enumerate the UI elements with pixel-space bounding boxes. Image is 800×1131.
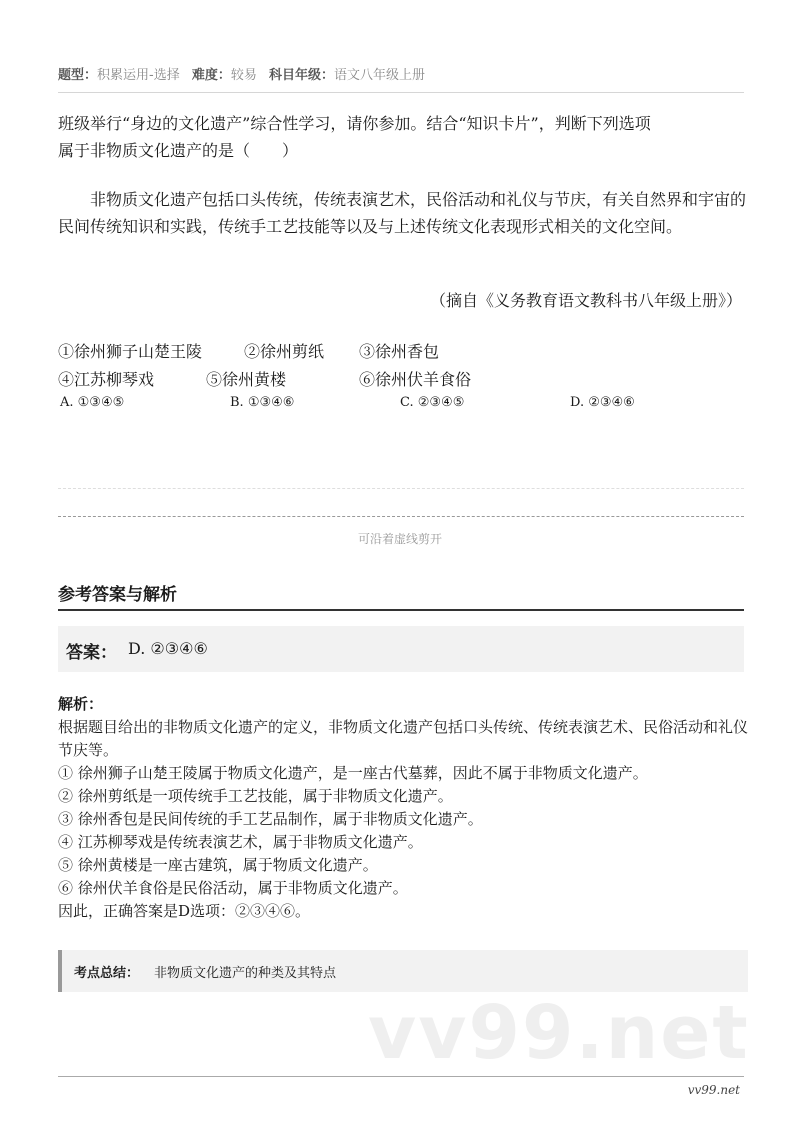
analysis-conclusion: 因此，正确答案是D选项：②③④⑥。 <box>58 902 311 920</box>
subject-value: 语文八年级上册 <box>334 68 426 83</box>
option-c[interactable]: C. ②③④⑤ <box>400 395 465 410</box>
option-a[interactable]: A. ①③④⑤ <box>60 395 125 410</box>
option-b[interactable]: B. ①③④⑥ <box>230 395 295 410</box>
analysis-item: ④ 江苏柳琴戏是传统表演艺术，属于非物质文化遗产。 <box>58 833 423 851</box>
list-item: ②徐州剪纸 <box>244 342 325 361</box>
watermark: vv99.net <box>368 990 750 1076</box>
summary-text: 非物质文化遗产的种类及其特点 <box>154 966 337 981</box>
list-item: ①徐州狮子山楚王陵 <box>58 342 203 361</box>
answer-label: 答案： <box>66 643 117 663</box>
footer-divider <box>58 1076 744 1077</box>
option-d[interactable]: D. ②③④⑥ <box>570 395 635 410</box>
answer-options <box>60 395 740 410</box>
question-meta <box>58 64 748 83</box>
source-citation: （摘自《义务教育语文教科书八年级上册》） <box>429 291 742 310</box>
footer-site: vv99.net <box>687 1083 740 1097</box>
answer-value: D. ②③④⑥ <box>128 639 208 658</box>
stem-line-2: 属于非物质文化遗产的是（ ） <box>58 141 299 160</box>
analysis-intro: 根据题目给出的非物质文化遗产的定义，非物质文化遗产包括口头传统、传统表演艺术、民俗活动和礼仪节庆等。 <box>58 718 749 759</box>
answer-box <box>58 626 744 672</box>
dashed-divider-light <box>58 488 744 489</box>
list-item: ⑤徐州黄楼 <box>206 370 287 389</box>
analysis-body <box>58 716 748 923</box>
summary-box <box>58 950 748 992</box>
list-item: ③徐州香包 <box>359 342 440 361</box>
cut-line <box>58 516 744 517</box>
item-list <box>58 338 471 394</box>
list-item: ⑥徐州伏羊食俗 <box>359 370 472 389</box>
cut-hint: 可沿着虚线剪开 <box>357 532 442 546</box>
summary-label: 考点总结： <box>74 966 140 981</box>
question-stem <box>58 110 748 164</box>
section-divider <box>58 609 744 611</box>
list-item: ④江苏柳琴戏 <box>58 370 155 389</box>
difficulty-label: 难度： <box>191 68 231 83</box>
section-title: 参考答案与解析 <box>58 585 177 605</box>
analysis-label: 解析： <box>58 695 104 713</box>
analysis-item: ⑤ 徐州黄楼是一座古建筑，属于物质文化遗产。 <box>58 856 378 874</box>
analysis-item: ③ 徐州香包是民间传统的手工艺品制作，属于非物质文化遗产。 <box>58 810 483 828</box>
analysis-item: ① 徐州狮子山楚王陵属于物质文化遗产，是一座古代墓葬，因此不属于非物质文化遗产。 <box>58 764 648 782</box>
type-value: 积累运用-选择 <box>97 68 180 83</box>
analysis-item: ⑥ 徐州伏羊食俗是民俗活动，属于非物质文化遗产。 <box>58 879 408 897</box>
meta-divider <box>58 92 744 93</box>
type-label: 题型： <box>58 68 98 83</box>
analysis-item: ② 徐州剪纸是一项传统手工艺技能，属于非物质文化遗产。 <box>58 787 453 805</box>
knowledge-card-text: 非物质文化遗产包括口头传统，传统表演艺术，民俗活动和礼仪与节庆，有关自然界和宇宙的民间传统知识和实践，传统手工艺技能等以及与上述传统文化表现形式相关的文化空间。 <box>58 190 747 236</box>
difficulty-value: 较易 <box>230 68 257 83</box>
subject-label: 科目年级： <box>269 68 335 83</box>
stem-line-1: 班级举行“身边的文化遗产”综合性学习，请你参加。结合“知识卡片”，判断下列选项 <box>58 114 651 133</box>
